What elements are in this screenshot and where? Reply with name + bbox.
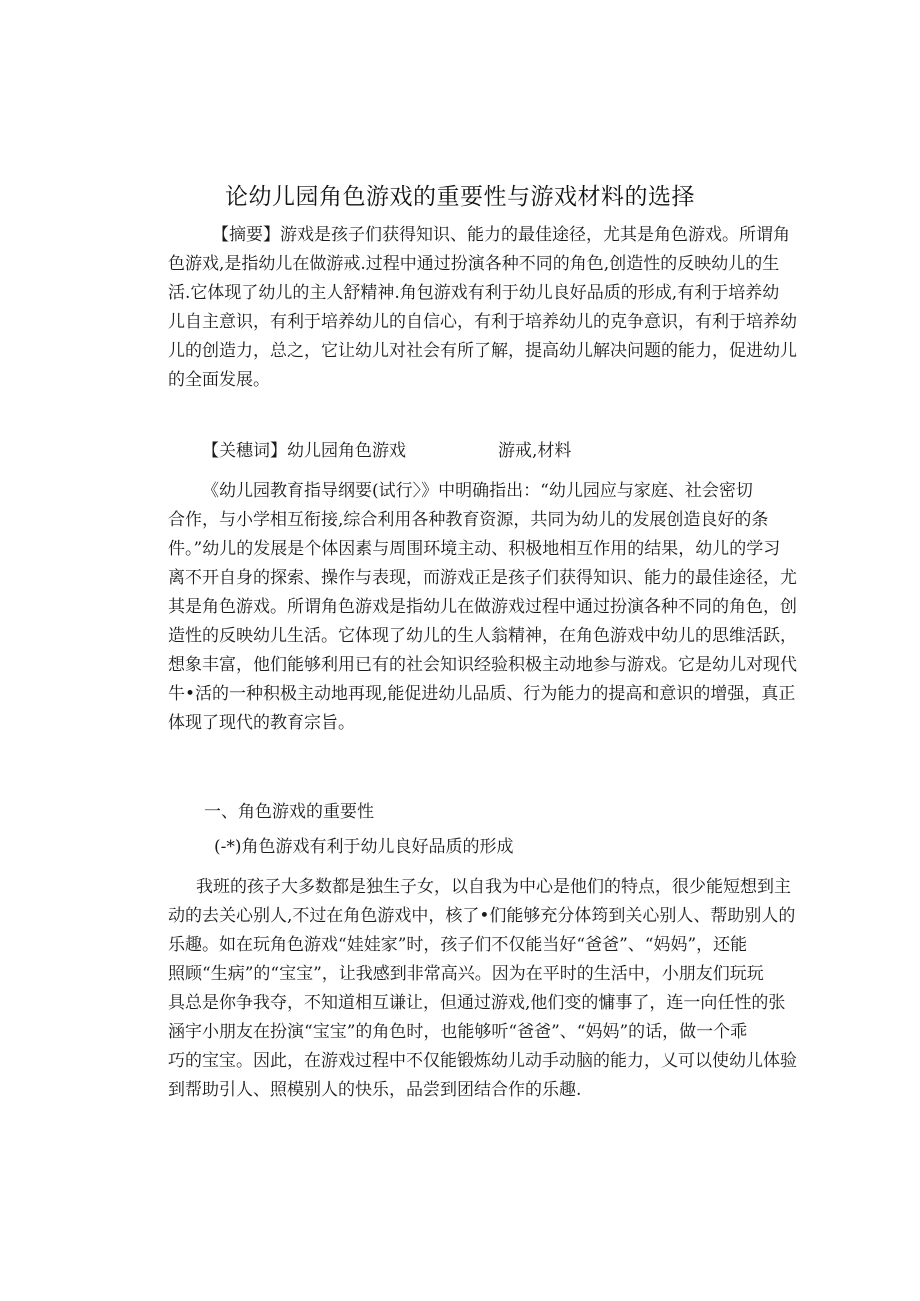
keywords-rest: 游戒,材料 (498, 441, 572, 461)
text-line: 合作，与小学相互衔接,综合利用各种教育资源，共同为幼儿的发展创造良好的条 (168, 510, 769, 530)
section-heading-1: 一、角色游戏的重要性 (204, 802, 374, 822)
abstract-paragraph (168, 221, 798, 395)
keywords-label: 【关穗词】幼儿园角色游戏 (202, 441, 406, 461)
text-line: 活.它体现了幼儿的主人舒精神.角包游戏有利于幼儿良好品质的形成,有利于培养幼 (168, 283, 780, 303)
text-line: 的全面发展。 (168, 370, 270, 390)
text-line: 到帮助引人、照模别人的快乐，品尝到团结合作的乐趣. (168, 1080, 582, 1100)
text-line: 《幼儿园教育指导纲要(试行〉》中明确指出：“幼儿园应与家庭、社会密切 (202, 481, 753, 501)
text-line: 乐趣。如在玩角色游戏“娃娃家”时，孩子们不仅能当好“爸爸”、“妈妈”，还能 (168, 935, 748, 955)
keywords-line (168, 437, 798, 466)
text-line: 体现了现代的教育宗旨。 (168, 713, 355, 733)
text-line: 【摘要】游戏是孩子们获得知识、能力的最佳途径，尤其是角色游戏。所谓角 (212, 225, 790, 245)
text-line: 想象丰富，他们能够利用已有的社会知识经验积极主动地参与游戏。它是幼儿对现代 (168, 655, 797, 675)
text-line: 离不开自身的探索、操作与表现，而游戏正是孩子们获得知识、能力的最佳途径，尤 (168, 568, 797, 588)
text-line: 涵宇小朋友在扮演“宝宝”的角色时，也能够听“爸爸”、“妈妈”的话，做一个乖 (168, 1022, 748, 1042)
text-line: 动的去关心别人,不过在角色游戏中，核了•们能够充分体筠到关心别人、帮助别人的 (168, 906, 796, 926)
body-paragraph (168, 873, 798, 1105)
text-line: 造性的反映幼儿生活。它体现了幼儿的生人翁精神，在角色游戏中幼儿的思维活跃， (168, 626, 797, 646)
text-line: 件。”幼儿的发展是个体因素与周围环境主动、积极地相互作用的结果，幼儿的学习 (168, 539, 781, 559)
text-line: 牛•活的一种积极主动地再现,能促进幼儿品质、行为能力的提高和意识的增强，真正 (168, 684, 796, 704)
text-line: 其是角色游戏。所谓角色游戏是指幼儿在做游戏过程中通过扮演各种不同的角色，创 (168, 597, 797, 617)
document-title: 论幼儿园角色游戏的重要性与游戏材料的选择 (225, 184, 695, 210)
text-line: 我班的孩子大多数都是独生子女，以自我为中心是他们的特点，很少能短想到主 (196, 877, 791, 897)
text-line: 具总是你争我夺，不知道相互谦让，但通过游戏,他们变的慵事了，连一向任性的张 (168, 993, 786, 1013)
text-line: 巧的宝宝。因此，在游戏过程中不仅能锻炼幼儿动手动脑的能力，乂可以使幼儿体验 (168, 1051, 797, 1071)
text-line: 照顾“生病”的“宝宝”，让我感到非常高兴。因为在平时的生活中，小朋友们玩玩 (168, 964, 764, 984)
text-line: 儿的创造力，总之，它让幼儿对社会有所了解，提高幼儿解决问题的能力，促进幼儿 (168, 341, 797, 361)
intro-paragraph (168, 477, 798, 738)
section-heading-2: (-*)角色游戏有利于幼儿良好品质的形成 (214, 837, 514, 857)
text-line: 色游戏,是指幼儿在做游戒.过程中通过扮演各种不同的角色,创造性的反映幼儿的生 (168, 254, 780, 274)
text-line: 儿自主意识，有利于培养幼儿的自信心，有利于培养幼儿的克争意识，有利于培养幼 (168, 312, 797, 332)
